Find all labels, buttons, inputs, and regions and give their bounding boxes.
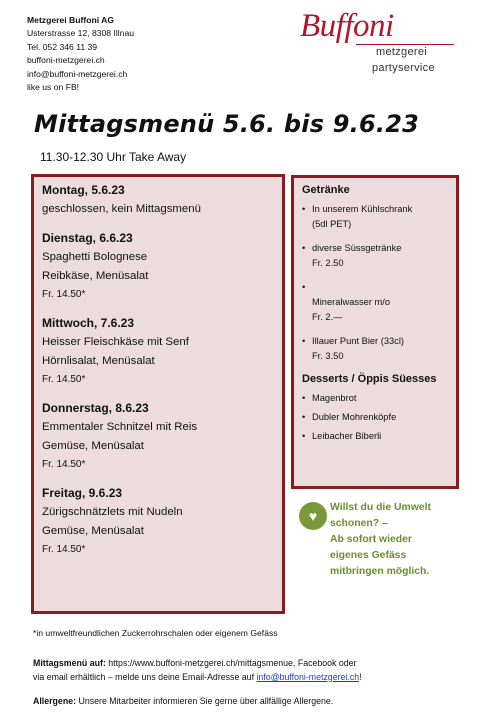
drink-detail: (5dl PET): [312, 219, 352, 230]
weekly-menu-box: [31, 174, 285, 614]
drink-price: Fr. 3.50: [312, 351, 344, 362]
bullet-icon: •: [302, 281, 306, 292]
day-friday: [42, 486, 274, 559]
day-sides: Gemüse, Menüsalat: [42, 525, 144, 537]
company-email: info@buffoni-metzgerei.ch: [27, 68, 128, 79]
drink-name: Mineralwasser m/o: [312, 297, 391, 308]
footnote: *in umweltfreundlichen Zuckerrohrschalen oder eigenem Gefäss: [33, 628, 278, 638]
bullet-icon: •: [302, 431, 306, 442]
dessert-item: • Dubler Mohrenköpfe: [302, 410, 448, 425]
drinks-desserts-box: [291, 175, 459, 489]
allergen-text: Unsere Mitarbeiter informieren Sie gerne über allfällige Allergene.: [76, 696, 334, 706]
bullet-icon: •: [302, 412, 306, 423]
menu-info: Mittagsmenü auf: https://www.buffoni-metzgerei.ch/mittagsmenue, Facebook oder via email erhältlich – melde uns deine Email-Adresse auf info@buffoni-metzgerei.ch!: [33, 658, 362, 682]
drink-item: [302, 280, 448, 295]
day-tuesday: [42, 231, 274, 304]
day-dish: Emmentaler Schnitzel mit Reis: [42, 421, 198, 433]
day-wednesday: [42, 316, 274, 389]
email-link[interactable]: info@buffoni-metzgerei.ch: [256, 671, 360, 682]
info-text-2: via email erhältlich – melde uns deine Email-Adresse auf: [33, 671, 257, 682]
company-social: like us on FB!: [27, 82, 80, 93]
bullet-icon: •: [302, 335, 306, 346]
company-phone: Tel. 052 346 11 39: [27, 41, 98, 52]
bullet-icon: •: [302, 204, 306, 214]
dessert-item: • Leibacher Biberli: [302, 429, 448, 444]
day-name: Dienstag, 6.6.23: [42, 231, 133, 245]
info-label: Mittagsmenü auf:: [33, 658, 106, 668]
day-price: Fr. 14.50*: [42, 459, 86, 470]
day-name: Mittwoch, 7.6.23: [42, 316, 135, 330]
drink-item: • Illauer Punt Bier (33cl): [302, 334, 448, 349]
drinks-title: Getränke: [302, 184, 350, 196]
logo-brand: Buffoni: [300, 8, 394, 44]
dessert-item: • Magenbrot: [302, 391, 448, 406]
bullet-icon: •: [302, 392, 306, 403]
day-thursday: [42, 401, 274, 474]
day-price: Fr. 14.50*: [42, 289, 86, 300]
logo-line2: partyservice: [372, 62, 435, 74]
day-dish: Heisser Fleischkäse mit Senf: [42, 336, 189, 348]
day-price: Fr. 14.50*: [42, 544, 86, 555]
heart-icon: ♥: [299, 502, 327, 530]
logo-underline: [356, 44, 454, 45]
day-sides: Hörnlisalat, Menüsalat: [42, 355, 155, 367]
day-monday: [42, 183, 274, 219]
allergen-info: [33, 696, 473, 706]
page-subtitle: 11.30-12.30 Uhr Take Away: [40, 150, 187, 164]
day-price: Fr. 14.50*: [42, 374, 86, 385]
day-dish: geschlossen, kein Mittagsmenü: [42, 203, 201, 215]
eco-notice: Willst du die Umwelt schonen? – Ab sofort wieder eigenes Gefäss mitbringen möglich.: [330, 502, 431, 577]
day-sides: Gemüse, Menüsalat: [42, 440, 144, 452]
page-title: Mittagsmenü 5.6. bis 9.6.23: [34, 110, 419, 138]
buffoni-logo: [300, 8, 460, 78]
company-web: buffoni-metzgerei.ch: [27, 55, 105, 66]
drink-item: • diverse Süssgetränke: [302, 241, 448, 256]
company-address: Usterstrasse 12, 8308 Illnau: [27, 28, 135, 39]
logo-line1: metzgerei: [376, 46, 427, 58]
company-name: Metzgerei Buffoni AG: [27, 15, 115, 25]
day-dish: Zürigschnätzlets mit Nudeln: [42, 506, 183, 518]
allergen-label: Allergene:: [33, 696, 77, 706]
bullet-icon: •: [302, 242, 306, 253]
day-name: Freitag, 9.6.23: [42, 486, 123, 500]
info-text-1: https://www.buffoni-metzgerei.ch/mittagsmenue, Facebook oder: [105, 658, 357, 668]
drink-price: Fr. 2.—: [312, 312, 343, 323]
desserts-title: Desserts / Öppis Süesses: [302, 372, 437, 385]
company-info: [27, 14, 257, 94]
day-name: Montag, 5.6.23: [42, 183, 125, 197]
day-dish: Spaghetti Bolognese: [42, 251, 148, 263]
drink-price: Fr. 2.50: [312, 258, 344, 269]
drink-item: • In unserem Kühlschrank: [302, 202, 448, 217]
day-sides: Reibkäse, Menüsalat: [42, 270, 149, 282]
day-name: Donnerstag, 8.6.23: [42, 401, 149, 415]
